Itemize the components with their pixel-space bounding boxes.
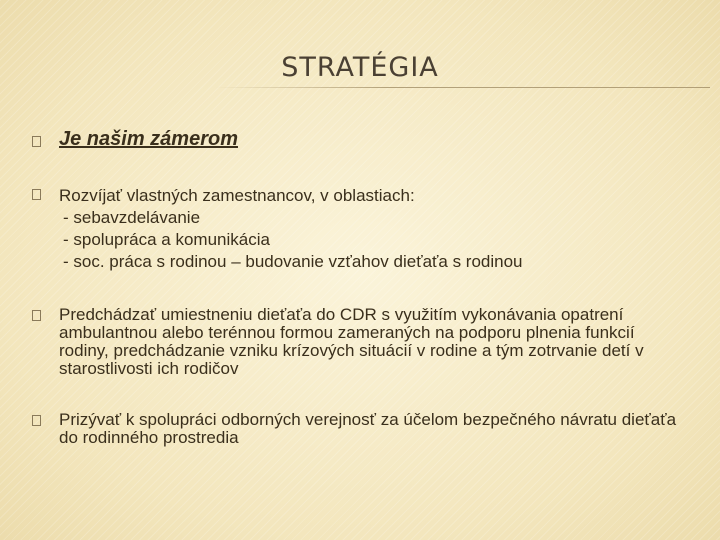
bullet-box-icon [32,310,41,321]
sub-item: - soc. práca s rodinou – budovanie vzťahov dieťaťa s rodinou [63,252,523,271]
title-underline [215,87,710,88]
bullet-box-icon [32,136,41,147]
bullet-box-icon [32,415,41,426]
bullet-heading: Je našim zámerom [59,128,238,150]
bullet-box-icon [32,189,41,200]
bullet-text: Predchádzať umiestneniu dieťaťa do CDR s využitím vykonávania opatrení ambulantnou alebo terénnou formou zameraných na podporu plnenia funkcií rodiny, predchádzanie vzniku krízových situácií v rodine a tým zotrvanie detí v starostlivosti ich rodičov [59,305,644,378]
bullet-text: Prizývať k spolupráci odborných verejnosť za účelom bezpečného návratu dieťaťa do rodinného prostredia [59,410,677,447]
bullet-main-text: Rozvíjať vlastných zamestnancov, v oblastiach: [59,186,415,205]
bullet-text [59,185,699,273]
sub-item: - sebavzdelávanie [63,208,201,227]
slide-title: STRATÉGIA [281,52,439,83]
sub-item: - spolupráca a komunikácia [63,230,270,249]
